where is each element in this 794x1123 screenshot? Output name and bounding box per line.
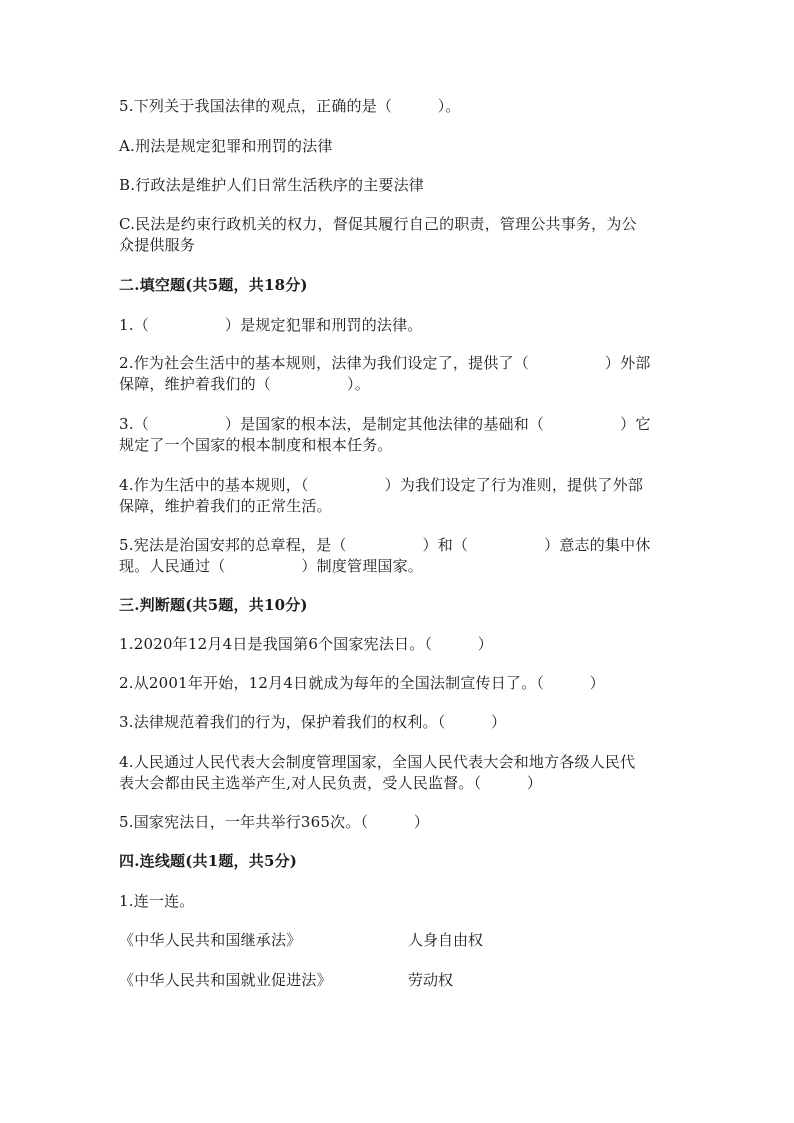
judge-question-4-line2: 表大会都由民主选举产生,对人民负责，受人民监督。（ ） (119, 774, 543, 792)
fill-question-3-line2: 规定了一个国家的根本制度和根本任务。 (119, 436, 393, 454)
match-right-item: 人身自由权 (408, 931, 484, 949)
judge-question-2: 2.从2001年开始，12月4日就成为每年的全国法制宣传日了。（ ） (119, 674, 605, 692)
fill-question-4-line2: 保障，维护着我们的正常生活。 (119, 497, 332, 515)
fill-question-1: 1.（ ）是规定犯罪和刑罚的法律。 (119, 316, 423, 334)
fill-question-3-line1: 3.（ ）是国家的根本法，是制定其他法律的基础和（ ）它 (119, 415, 651, 433)
matching-question-1: 1.连一连。 (119, 892, 195, 910)
judge-question-4-line1: 4.人民通过人民代表大会制度管理国家，全国人民代表大会和地方各级人民代 (119, 753, 636, 771)
option-c-line1: C.民法是约束行政机关的权力，督促其履行自己的职责，管理公共事务，为公 (119, 215, 637, 233)
match-left-item: 《中华人民共和国就业促进法》 (119, 971, 332, 989)
fill-question-4-line1: 4.作为生活中的基本规则，（ ）为我们设定了行为准则，提供了外部 (119, 476, 644, 494)
option-b: B.行政法是维护人们日常生活秩序的主要法律 (119, 176, 424, 194)
section-judge-heading: 三.判断题(共5题，共10分) (119, 596, 308, 614)
fill-question-5-line2: 现。人民通过（ ）制度管理国家。 (119, 557, 424, 575)
fill-question-2-line2: 保障，维护着我们的（ ）。 (119, 375, 370, 393)
section-fill-in-heading: 二.填空题(共5题，共18分) (119, 276, 308, 294)
section-matching-heading: 四.连线题(共1题，共5分) (119, 852, 298, 870)
judge-question-3: 3.法律规范着我们的行为，保护着我们的权利。（ ） (119, 713, 507, 731)
match-left-item: 《中华人民共和国继承法》 (119, 931, 302, 949)
judge-question-5: 5.国家宪法日，一年共举行365次。（ ） (119, 813, 430, 831)
option-a: A.刑法是规定犯罪和刑罚的法律 (119, 137, 333, 155)
match-right-item: 劳动权 (408, 971, 454, 989)
fill-question-5-line1: 5.宪法是治国安邦的总章程，是（ ）和（ ）意志的集中休 (119, 536, 651, 554)
question-5-stem: 5.下列关于我国法律的观点，正确的是（ ）。 (119, 97, 461, 115)
judge-question-1: 1.2020年12月4日是我国第6个国家宪法日。（ ） (119, 635, 493, 653)
fill-question-2-line1: 2.作为社会生活中的基本规则，法律为我们设定了，提供了（ ）外部 (119, 354, 651, 372)
option-c-line2: 众提供服务 (119, 236, 196, 254)
